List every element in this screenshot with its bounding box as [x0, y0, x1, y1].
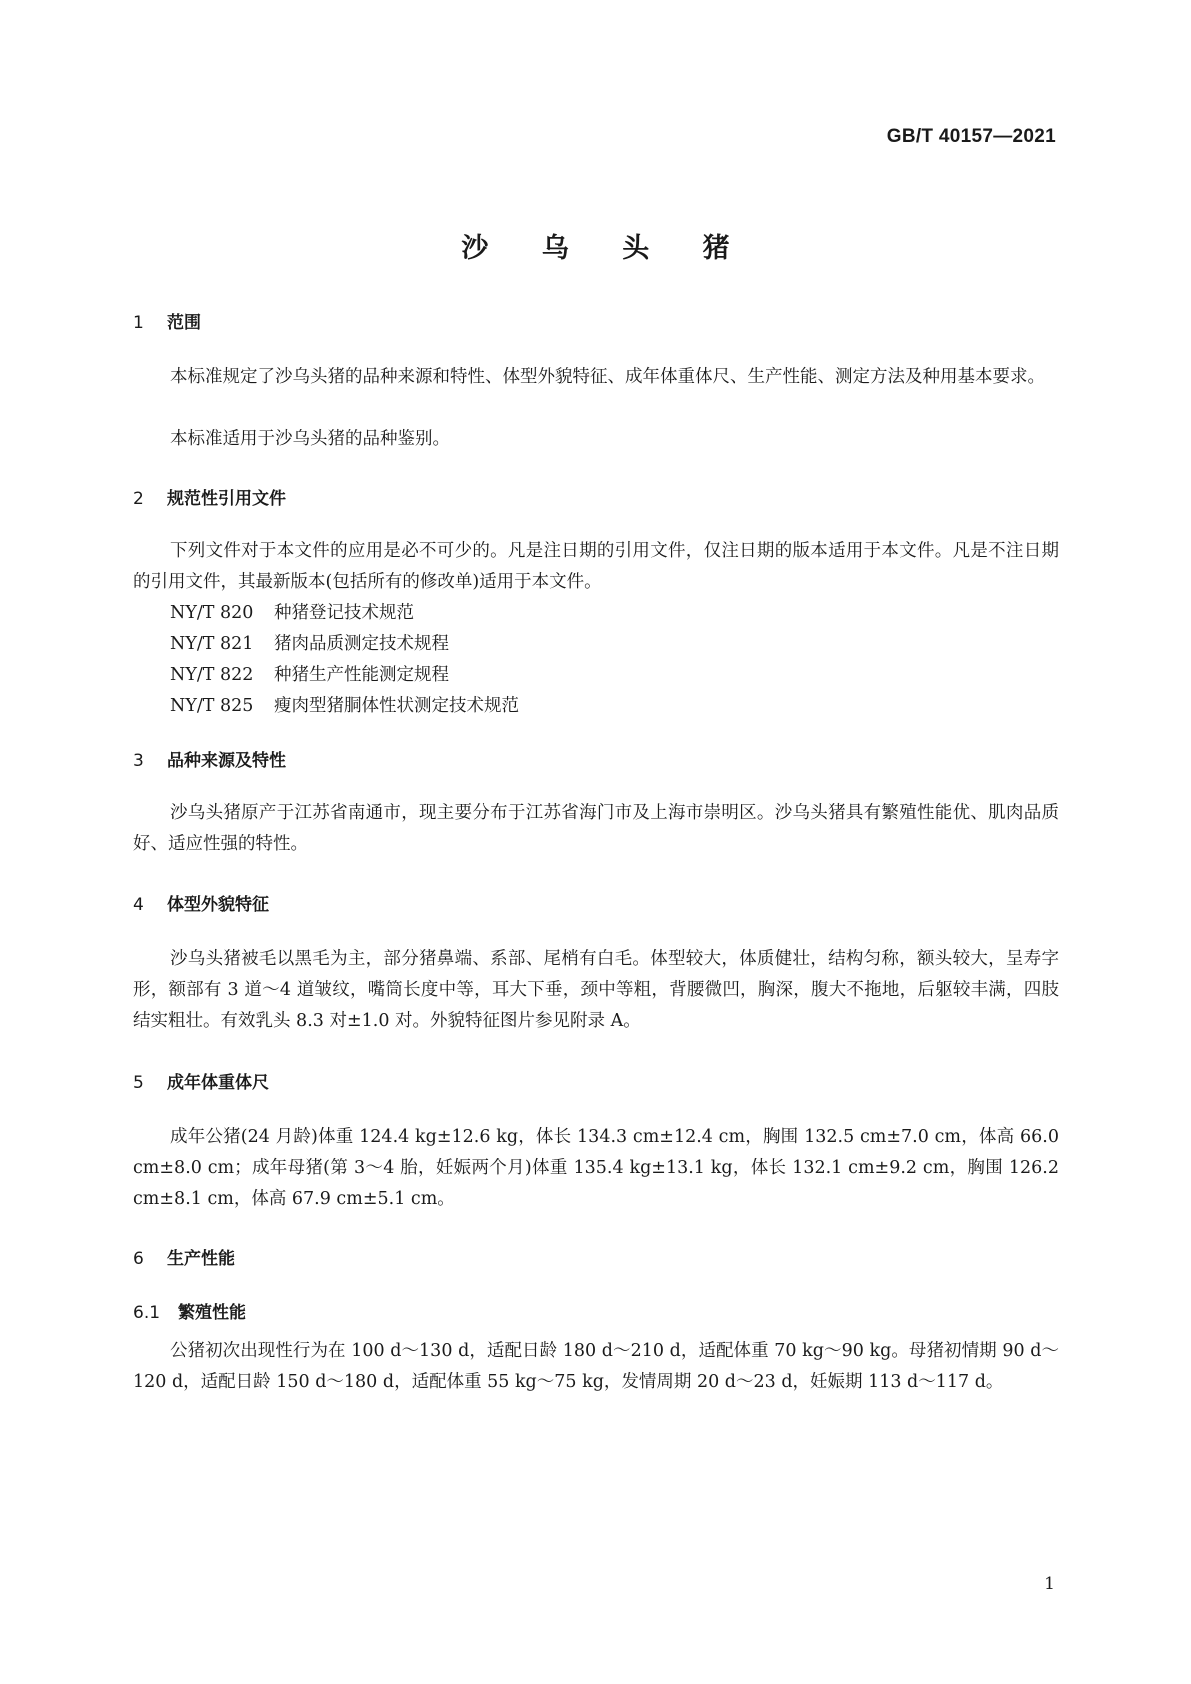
section-number: 6: [133, 1249, 144, 1269]
section-3-paragraph: 沙乌头猪原产于江苏省南通市，现主要分布于江苏省海门市及上海市崇明区。沙乌头猪具有繁殖性能优、肌肉品质好、适应性强的特性。: [133, 803, 1059, 854]
reference-code: NY/T 820: [170, 603, 254, 623]
section-number: 6.1: [133, 1303, 161, 1323]
section-number: 1: [133, 313, 144, 333]
section-number: 3: [133, 751, 144, 771]
reference-code: NY/T 822: [170, 665, 254, 685]
section-title: 范围: [167, 313, 201, 333]
section-6-1-heading: [133, 1298, 246, 1323]
document-title: 沙 乌 头 猪: [461, 233, 752, 264]
reference-title: 瘦肉型猪胴体性状测定技术规范: [274, 696, 519, 716]
section-6-1-paragraph: 公猪初次出现性行为在 100 d～130 d，适配日龄 180 d～210 d，适配体重 70 kg～90 kg。母猪初情期 90 d～120 d，适配日龄 150 d～180 d，适配体重 55 kg～75 kg，发情周期 20 d～23 d，妊娠期 113 d～117 d。: [133, 1341, 1059, 1392]
section-1-paragraph-1: 本标准规定了沙乌头猪的品种来源和特性、体型外貌特征、成年体重体尺、生产性能、测定方法及种用基本要求。: [170, 367, 1045, 387]
section-1-heading: [133, 308, 201, 333]
section-number: 4: [133, 895, 144, 915]
section-title: 繁殖性能: [178, 1303, 246, 1323]
section-2-heading: [133, 484, 286, 509]
section-2-intro: 下列文件对于本文件的应用是必不可少的。凡是注日期的引用文件，仅注日期的版本适用于本文件。凡是不注日期的引用文件，其最新版本(包括所有的修改单)适用于本文件。: [133, 541, 1059, 592]
section-1-paragraph-2: 本标准适用于沙乌头猪的品种鉴别。: [170, 429, 450, 449]
section-4-heading: [133, 890, 269, 915]
reference-title: 猪肉品质测定技术规程: [274, 634, 449, 654]
section-title: 成年体重体尺: [167, 1073, 269, 1093]
section-title: 体型外貌特征: [167, 895, 269, 915]
section-title: 规范性引用文件: [167, 489, 286, 509]
reference-item: [170, 660, 519, 691]
section-title: 生产性能: [167, 1249, 235, 1269]
section-4-paragraph: 沙乌头猪被毛以黑毛为主，部分猪鼻端、系部、尾梢有白毛。体型较大，体质健壮，结构匀称，额头较大，呈寿字形，额部有 3 道～4 道皱纹，嘴筒长度中等，耳大下垂，颈中等粗，背腰微凹，胸深，腹大不拖地，后躯较丰满，四肢结实粗壮。有效乳头 8.3 对±1.0 对。外貌特征图片参见附录 A。: [133, 949, 1059, 1031]
section-3-heading: [133, 746, 286, 771]
section-number: 5: [133, 1073, 144, 1093]
reference-code: NY/T 821: [170, 634, 254, 654]
reference-item: [170, 691, 519, 722]
page-number: 1: [1044, 1574, 1055, 1594]
reference-item: [170, 598, 519, 629]
standard-code: GB/T 40157—2021: [886, 126, 1056, 147]
reference-code: NY/T 825: [170, 696, 254, 716]
reference-title: 种猪登记技术规范: [274, 603, 414, 623]
reference-item: [170, 629, 519, 660]
section-number: 2: [133, 489, 144, 509]
section-title: 品种来源及特性: [167, 751, 286, 771]
section-6-heading: [133, 1244, 235, 1269]
section-5-paragraph: 成年公猪(24 月龄)体重 124.4 kg±12.6 kg，体长 134.3 cm±12.4 cm，胸围 132.5 cm±7.0 cm，体高 66.0 cm±8.0 cm；成年母猪(第 3～4 胎，妊娠两个月)体重 135.4 kg±13.1 kg，体长 132.1 cm±9.2 cm，胸围 126.2 cm±8.1 cm，体高 67.9 cm±5.1 cm。: [133, 1127, 1059, 1209]
reference-title: 种猪生产性能测定规程: [274, 665, 449, 685]
normative-reference-list: [170, 598, 519, 722]
section-5-heading: [133, 1068, 269, 1093]
